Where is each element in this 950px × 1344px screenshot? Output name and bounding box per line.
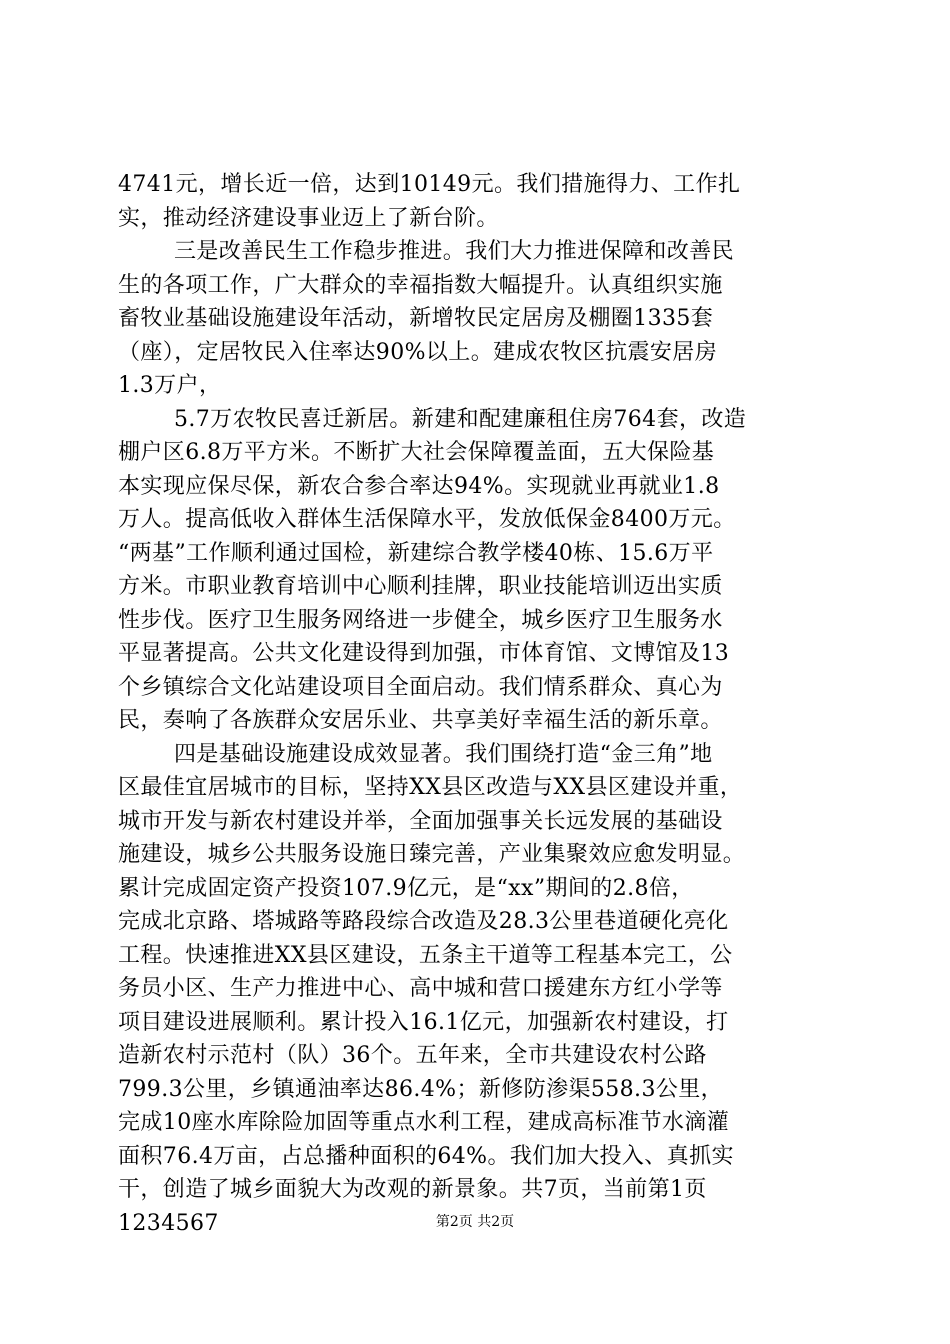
text-line: 1.3万户， <box>118 373 222 398</box>
text-line: 实，推动经济建设事业迈上了新台阶。 <box>118 205 499 231</box>
text-line: 棚户区6.8万平方米。不断扩大社会保障覆盖面，五大保险基 <box>118 440 715 465</box>
text-line: 城市开发与新农村建设并举，全面加强事关长远发展的基础设 <box>118 808 723 834</box>
text-line: 造新农村示范村（队）36个。五年来，全市共建设农村公路 <box>118 1043 707 1068</box>
text-line: 799.3公里，乡镇通油率达86.4%；新修防渗渠558.3公里， <box>118 1076 724 1102</box>
text-line: 个乡镇综合文化站建设项目全面启动。我们情系群众、真心为 <box>118 674 723 700</box>
text-line: 区最佳宜居城市的目标，坚持XX县区改造与XX县区建设并重， <box>118 775 743 800</box>
text-line: 性步伐。医疗卫生服务网络进一步健全，城乡医疗卫生服务水 <box>118 607 723 633</box>
text-line: 四是基础设施建设成效显著。我们围绕打造“金三角”地 <box>174 741 713 767</box>
text-line: 1234567 <box>118 1210 219 1236</box>
text-line: 工程。快速推进XX县区建设，五条主干道等工程基本完工，公 <box>118 942 733 968</box>
text-line: 本实现应保尽保，新农合参合率达94%。实现就业再就业1.8 <box>118 473 720 499</box>
text-line: 三是改善民生工作稳步推进。我们大力推进保障和改善民 <box>174 239 735 264</box>
text-line: 4741元，增长近一倍，达到10149元。我们措施得力、工作扎 <box>118 172 741 197</box>
text-line: 5.7万农牧民喜迁新居。新建和配建廉租住房764套，改造 <box>174 406 747 432</box>
text-line: 方米。市职业教育培训中心顺利挂牌，职业技能培训迈出实质 <box>118 574 723 599</box>
text-line: 面积76.4万亩，占总播种面积的64%。我们加大投入、真抓实 <box>118 1143 734 1169</box>
text-line: 万人。提高低收入群体生活保障水平，发放低保金8400万元。 <box>118 507 736 532</box>
text-line: “两基”工作顺利通过国检，新建综合教学楼40栋、15.6万平 <box>118 540 714 566</box>
document-body <box>118 168 838 1240</box>
text-line: 完成北京路、塔城路等路段综合改造及28.3公里巷道硬化亮化 <box>118 909 729 934</box>
text-line: 务员小区、生产力推进中心、高中城和营口援建东方红小学等 <box>118 976 723 1001</box>
text-line: 生的各项工作，广大群众的幸福指数大幅提升。认真组织实施 <box>118 272 723 298</box>
text-line: 平显著提高。公共文化建设得到加强，市体育馆、文博馆及13 <box>118 641 730 666</box>
text-line: 施建设，城乡公共服务设施日臻完善，产业集聚效应愈发明显。 <box>118 842 746 867</box>
text-line: 民，奏响了各族群众安居乐业、共享美好幸福生活的新乐章。 <box>118 708 723 733</box>
text-line: 累计完成固定资产投资107.9亿元，是“xx”期间的2.8倍， <box>118 875 694 901</box>
text-line: （座），定居牧民入住率达90%以上。建成农牧区抗震安居房 <box>118 339 718 365</box>
page-footer: 第2页 共2页 <box>435 1214 515 1230</box>
text-line: 畜牧业基础设施建设年活动，新增牧民定居房及棚圈1335套 <box>118 306 714 331</box>
text-line: 项目建设进展顺利。累计投入16.1亿元，加强新农村建设，打 <box>118 1009 729 1035</box>
text-line: 完成10座水库除险加固等重点水利工程，建成高标准节水滴灌 <box>118 1110 730 1135</box>
text-line: 干，创造了城乡面貌大为改观的新景象。共7页，当前第1页 <box>118 1177 707 1202</box>
